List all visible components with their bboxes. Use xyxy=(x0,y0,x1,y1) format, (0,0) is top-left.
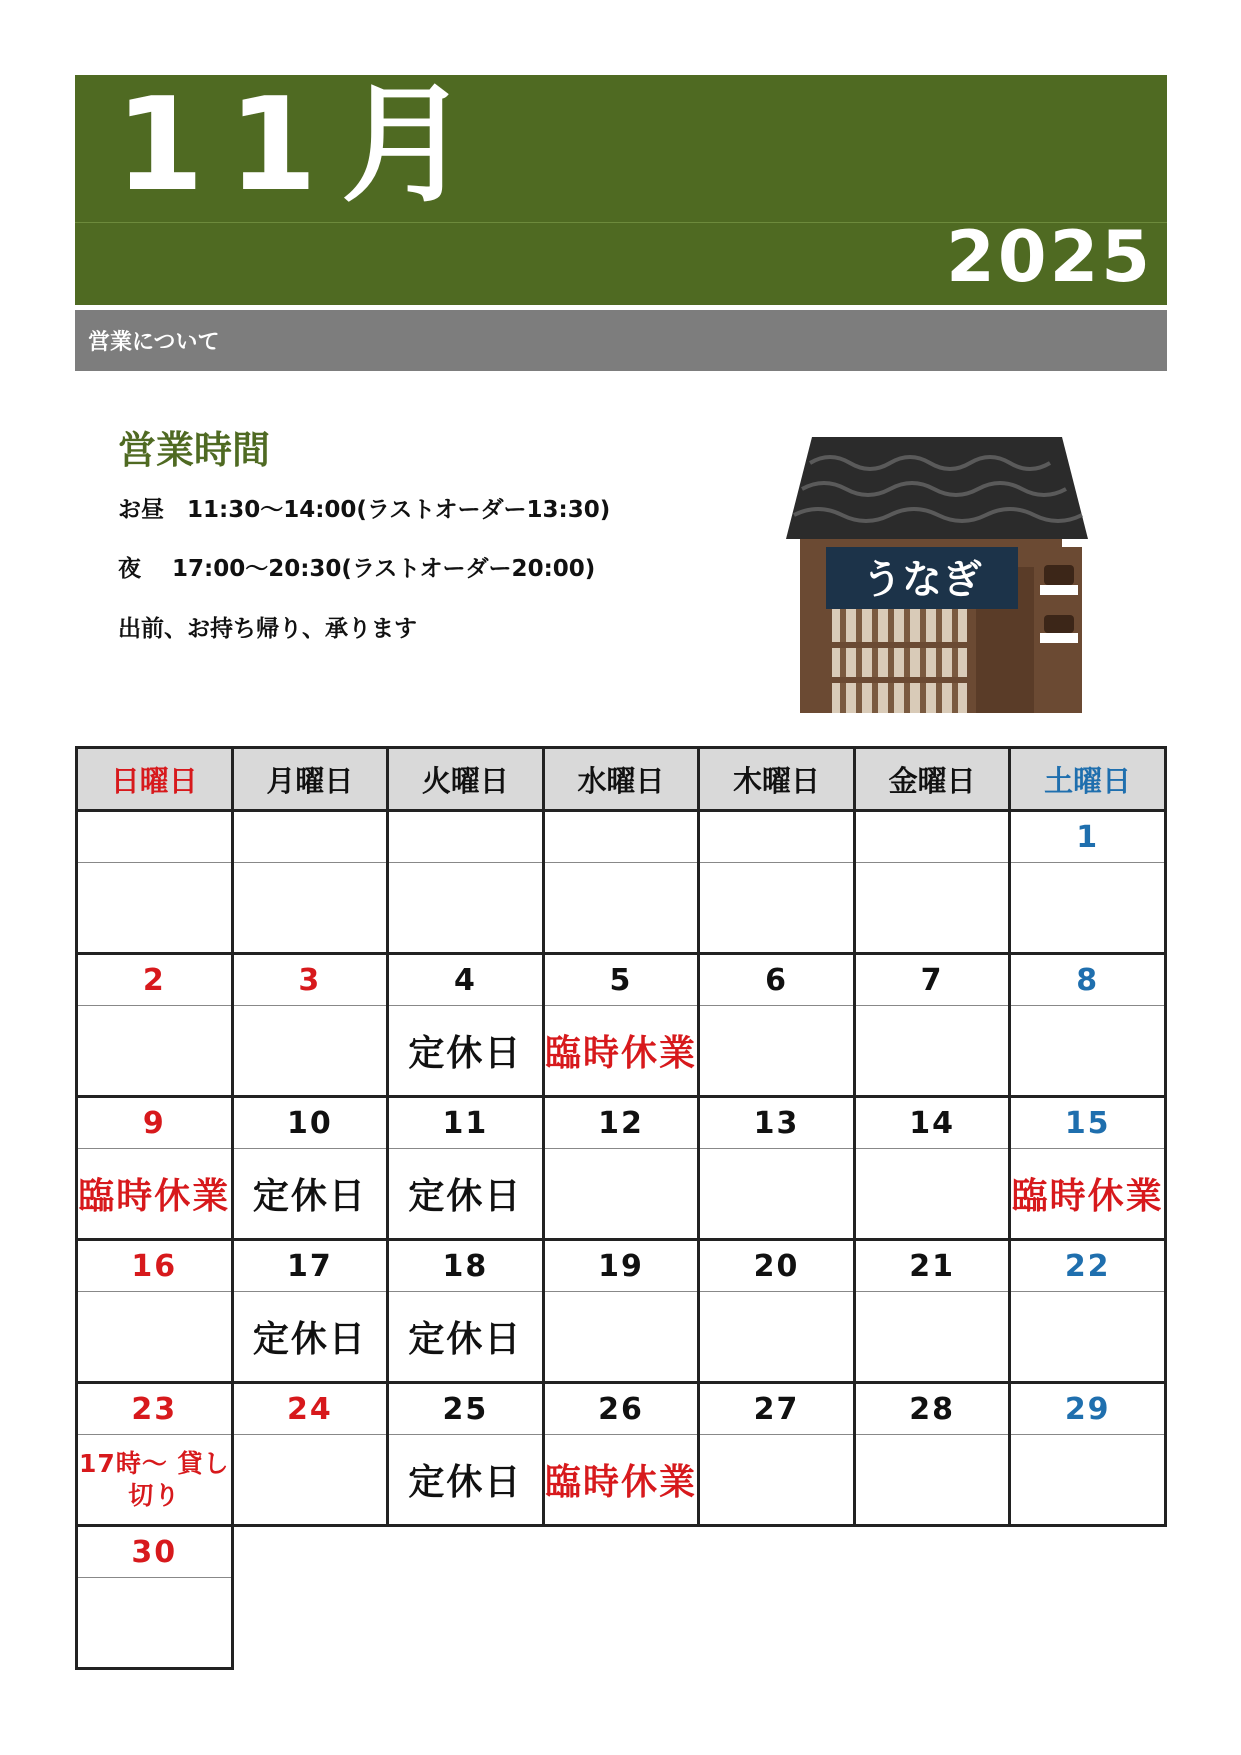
empty-cell xyxy=(232,1526,388,1578)
day-note xyxy=(699,1292,855,1383)
info-bar xyxy=(75,310,1167,371)
day-note xyxy=(854,1435,1010,1526)
day-note xyxy=(388,863,544,954)
day-number: 21 xyxy=(854,1240,1010,1292)
day-number: 5 xyxy=(543,954,699,1006)
day-note xyxy=(232,1435,388,1526)
empty-cell xyxy=(854,1578,1010,1669)
unagi-shop-illustration xyxy=(786,437,1106,717)
day-number: 2 xyxy=(77,954,233,1006)
day-number: 1 xyxy=(1010,811,1166,863)
day-note xyxy=(77,863,233,954)
day-number xyxy=(232,811,388,863)
day-number: 14 xyxy=(854,1097,1010,1149)
empty-cell xyxy=(854,1526,1010,1578)
day-number: 3 xyxy=(232,954,388,1006)
day-note: 定休日 xyxy=(232,1292,388,1383)
weekday-header-row xyxy=(77,748,1166,811)
hours-lunch: お昼 11:30～14:00(ラストオーダー13:30) xyxy=(118,496,611,523)
note-row xyxy=(77,1578,1166,1669)
day-number: 23 xyxy=(77,1383,233,1435)
empty-cell xyxy=(543,1526,699,1578)
weekday-fri: 金曜日 xyxy=(854,748,1010,811)
day-number: 8 xyxy=(1010,954,1166,1006)
hours-dinner: 夜 17:00～20:30(ラストオーダー20:00) xyxy=(118,556,596,583)
day-number: 18 xyxy=(388,1240,544,1292)
day-number xyxy=(543,811,699,863)
day-number: 25 xyxy=(388,1383,544,1435)
day-number: 10 xyxy=(232,1097,388,1149)
day-number: 4 xyxy=(388,954,544,1006)
day-number: 24 xyxy=(232,1383,388,1435)
day-number xyxy=(854,811,1010,863)
day-number: 15 xyxy=(1010,1097,1166,1149)
date-row xyxy=(77,1526,1166,1578)
date-row xyxy=(77,1097,1166,1149)
day-number: 22 xyxy=(1010,1240,1166,1292)
day-number: 27 xyxy=(699,1383,855,1435)
day-note xyxy=(854,1006,1010,1097)
day-note xyxy=(1010,1006,1166,1097)
date-row xyxy=(77,954,1166,1006)
shop-sign: うなぎ xyxy=(862,557,982,603)
empty-cell xyxy=(232,1578,388,1669)
empty-cell xyxy=(543,1578,699,1669)
empty-cell xyxy=(1010,1526,1166,1578)
day-number: 17 xyxy=(232,1240,388,1292)
day-note xyxy=(699,1149,855,1240)
day-note xyxy=(854,1292,1010,1383)
note-row xyxy=(77,1149,1166,1240)
shop-icon xyxy=(786,437,1106,717)
date-row xyxy=(77,811,1166,863)
day-number: 6 xyxy=(699,954,855,1006)
day-note xyxy=(77,1006,233,1097)
day-note: 臨時休業 xyxy=(77,1149,233,1240)
calendar xyxy=(75,746,1167,1670)
business-hours xyxy=(118,428,758,675)
note-row xyxy=(77,1435,1166,1526)
date-row xyxy=(77,1240,1166,1292)
weekday-mon: 月曜日 xyxy=(232,748,388,811)
day-note: 臨時休業 xyxy=(543,1006,699,1097)
day-note xyxy=(854,863,1010,954)
day-number: 30 xyxy=(77,1526,233,1578)
note-row xyxy=(77,863,1166,954)
calendar-table xyxy=(75,746,1167,1670)
day-number xyxy=(77,811,233,863)
empty-cell xyxy=(1010,1578,1166,1669)
day-note: 臨時休業 xyxy=(1010,1149,1166,1240)
day-number: 12 xyxy=(543,1097,699,1149)
day-note: 定休日 xyxy=(388,1149,544,1240)
year-label: 2025 xyxy=(946,216,1153,298)
weekday-sun: 日曜日 xyxy=(77,748,233,811)
day-number: 19 xyxy=(543,1240,699,1292)
note-row xyxy=(77,1292,1166,1383)
day-note xyxy=(1010,863,1166,954)
weekday-tue: 火曜日 xyxy=(388,748,544,811)
hours-takeout: 出前、お持ち帰り、承ります xyxy=(118,616,417,643)
day-number xyxy=(699,811,855,863)
note-row xyxy=(77,1006,1166,1097)
day-note xyxy=(699,1006,855,1097)
empty-cell xyxy=(388,1578,544,1669)
day-number: 9 xyxy=(77,1097,233,1149)
day-note: 定休日 xyxy=(232,1149,388,1240)
day-note: 臨時休業 xyxy=(543,1435,699,1526)
day-number: 11 xyxy=(388,1097,544,1149)
weekday-thu: 木曜日 xyxy=(699,748,855,811)
day-number: 20 xyxy=(699,1240,855,1292)
day-number: 16 xyxy=(77,1240,233,1292)
day-note: 定休日 xyxy=(388,1006,544,1097)
empty-cell xyxy=(388,1526,544,1578)
empty-cell xyxy=(699,1578,855,1669)
day-number xyxy=(388,811,544,863)
date-row xyxy=(77,1383,1166,1435)
day-number: 28 xyxy=(854,1383,1010,1435)
day-note xyxy=(543,863,699,954)
day-note: 定休日 xyxy=(388,1292,544,1383)
day-number: 29 xyxy=(1010,1383,1166,1435)
day-note xyxy=(77,1292,233,1383)
day-note: 定休日 xyxy=(388,1435,544,1526)
day-note xyxy=(1010,1292,1166,1383)
month-title: 11月 xyxy=(115,71,494,220)
day-note xyxy=(77,1578,233,1669)
day-note xyxy=(232,863,388,954)
day-note xyxy=(699,1435,855,1526)
day-number: 7 xyxy=(854,954,1010,1006)
day-note xyxy=(543,1292,699,1383)
weekday-sat: 土曜日 xyxy=(1010,748,1166,811)
hours-title: 営業時間 xyxy=(118,428,271,472)
weekday-wed: 水曜日 xyxy=(543,748,699,811)
day-note xyxy=(232,1006,388,1097)
day-note xyxy=(699,863,855,954)
day-note: 17時～ 貸し切り xyxy=(77,1435,233,1526)
day-number: 13 xyxy=(699,1097,855,1149)
month-banner xyxy=(75,71,1167,305)
day-number: 26 xyxy=(543,1383,699,1435)
day-note xyxy=(854,1149,1010,1240)
day-note xyxy=(543,1149,699,1240)
empty-cell xyxy=(699,1526,855,1578)
day-note xyxy=(1010,1435,1166,1526)
info-bar-label: 営業について xyxy=(88,330,220,355)
